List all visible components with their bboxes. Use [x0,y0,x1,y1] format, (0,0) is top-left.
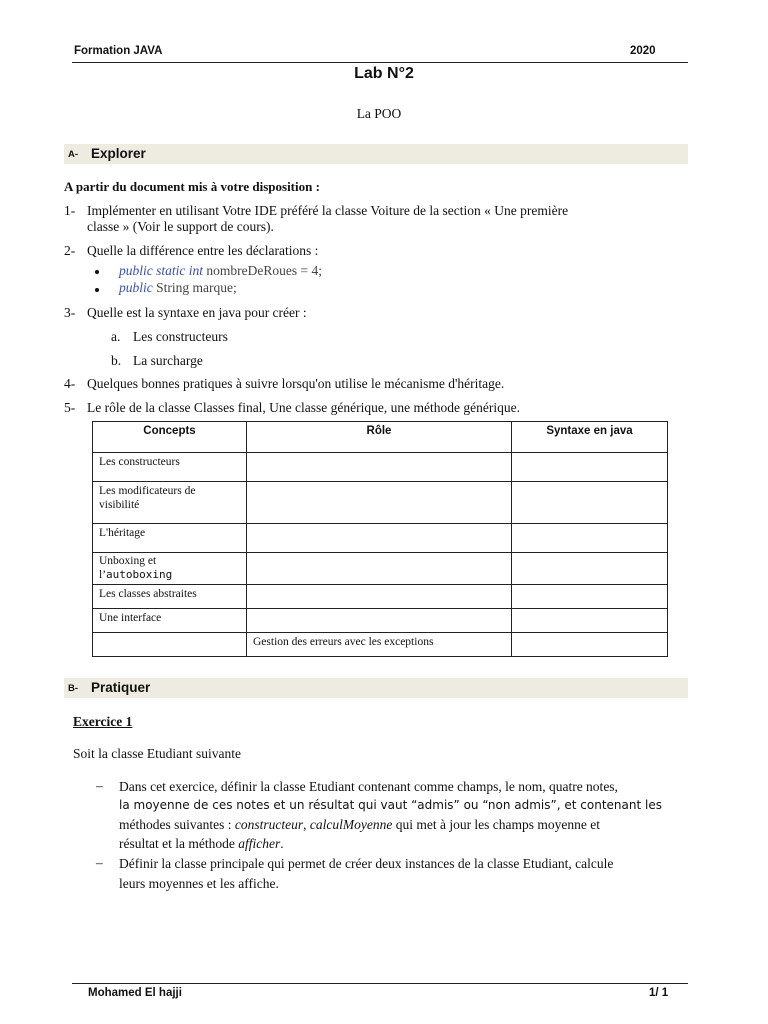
q3-b-text: La surcharge [133,353,203,368]
text-run: . [280,836,284,851]
table-cell-role [247,453,512,482]
table-cell-role: Gestion des erreurs avec les exceptions [247,633,512,657]
footer-divider [72,983,688,984]
table-header-row [93,422,668,453]
header-divider [72,62,688,63]
table-cell-concept [93,633,247,657]
table-row [93,633,668,657]
q4-number: 4- [64,376,76,391]
exercise-p1-line1: Dans cet exercice, définir la classe Etudiant contenant comme champs, le nom, quatre notes, [119,779,618,794]
table-cell-syntax [512,633,668,657]
bullet-dot [95,288,99,292]
text-run: méthodes suivantes : [119,817,235,832]
exercise-title: Exercice 1 [73,714,133,729]
concept-line: Unboxing et [99,555,157,567]
method-calculmoyenne: calculMoyenne [309,817,393,832]
table-cell-role [247,524,512,553]
q3-text: Quelle est la syntaxe en java pour créer : [87,305,307,320]
table-cell-concept: L'héritage [93,524,247,553]
text-run: , [303,817,310,832]
table-cell-role [247,553,512,585]
concept-line: Les modificateurs de [99,485,196,497]
q3-a-label: a. [111,329,121,344]
page-title: Lab N°2 [354,65,414,82]
table-row [93,453,668,482]
exercise-p2-line1: Définir la classe principale qui permet de créer deux instances de la classe Etudiant, calcule [119,856,614,871]
section-a-title: Explorer [91,146,146,161]
exercise-intro: Soit la classe Etudiant suivante [73,746,241,761]
concept-line: visibilité [99,499,140,511]
table-cell-syntax [512,482,668,524]
table-cell-concept [93,553,247,585]
intro-text: A partir du document mis à votre disposition : [64,179,320,194]
table-header-syntax: Syntaxe en java [512,422,668,453]
header-course-name: Formation JAVA [74,45,163,57]
q5-number: 5- [64,400,76,415]
q1-number: 1- [64,203,76,218]
bullet-dot [95,270,99,274]
method-afficher: afficher [238,836,281,851]
page-subtitle: La POO [356,106,402,121]
table-cell-role [247,585,512,609]
table-row [93,609,668,633]
table-cell-syntax [512,609,668,633]
section-b-letter: B- [68,683,79,694]
table-cell-role [247,609,512,633]
table-cell-syntax [512,453,668,482]
q2-b2-rest: String marque; [156,280,237,295]
method-constructor: constructeur [234,817,304,832]
q2-bullet-2 [119,280,237,296]
table-header-role: Rôle [247,422,512,453]
q2-number: 2- [64,243,76,258]
q2-text: Quelle la différence entre les déclarations : [87,243,319,258]
q2-b2-keyword: public [119,280,153,295]
exercise-p1-line4 [119,836,284,852]
table-cell-concept [93,482,247,524]
table-cell-role [247,482,512,524]
q4-text: Quelques bonnes pratiques à suivre lorsqu'on utilise le mécanisme d'héritage. [87,376,505,391]
section-b-bar [64,678,688,698]
footer-page-number: 1/ 1 [649,987,669,999]
table-cell-concept: Les classes abstraites [93,585,247,609]
table-cell-concept: Une interface [93,609,247,633]
table-row [93,482,668,524]
exercise-p2-line2: leurs moyennes et les affiche. [119,876,279,891]
dash-marker: – [96,778,103,793]
q3-b-label: b. [111,353,122,368]
table-cell-concept: Les constructeurs [93,453,247,482]
q1-line1: Implémenter en utilisant Votre IDE préféré la classe Voiture de la section « Une première [87,203,569,218]
exercise-p1-line3 [119,817,600,833]
dash-marker: – [96,855,103,870]
section-a-bar [64,144,688,164]
q2-b1-keyword: public static int [119,263,203,278]
q1-line2: classe » (Voir le support de cours). [87,219,274,234]
table-header-concepts: Concepts [93,422,247,453]
table-row [93,524,668,553]
table-cell-syntax [512,585,668,609]
table-row [93,585,668,609]
section-a-letter: A- [68,149,79,160]
q5-text: Le rôle de la classe Classes final, Une classe générique, une méthode générique. [87,400,520,415]
exercise-p1-line2: la moyenne de ces notes et un résultat qui vaut “admis” ou “non admis”, et contenant les [119,798,662,812]
text-run: qui met à jour les champs moyenne et [392,817,601,832]
concepts-table [92,421,668,657]
section-b-title: Pratiquer [91,680,151,695]
q3-number: 3- [64,305,76,320]
header-year: 2020 [630,45,656,57]
concept-mono: autoboxing [106,568,173,581]
footer-author: Mohamed El hajji [88,987,182,999]
concept-line [99,568,240,582]
concept-prefix: l’ [99,569,107,581]
table-cell-syntax [512,553,668,585]
table-cell-syntax [512,524,668,553]
table-row [93,553,668,585]
q3-a-text: Les constructeurs [133,329,228,344]
text-run: résultat et la méthode [119,836,239,851]
q2-bullet-1 [119,263,322,279]
q2-b1-rest: nombreDeRoues = 4; [206,263,322,278]
